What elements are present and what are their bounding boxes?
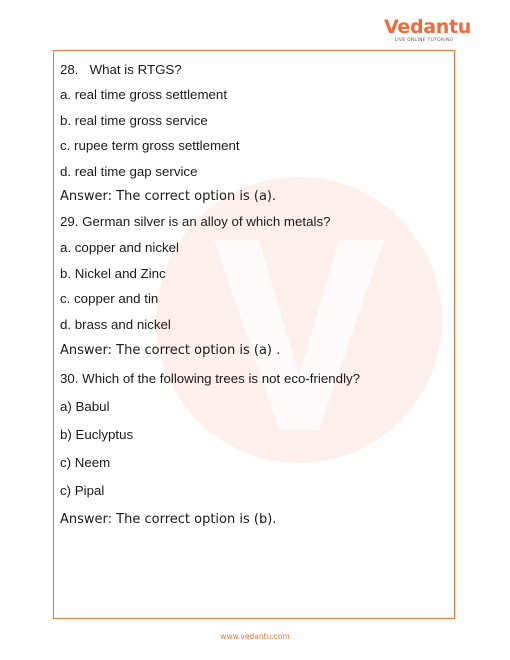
q28-answer: Answer: The correct option is (a). (60, 189, 277, 204)
q29-option-d: d. brass and nickel (60, 317, 171, 332)
q28-option-a: a. real time gross settlement (60, 87, 228, 102)
logo-tagline: LIVE ONLINE TUTORING (394, 38, 454, 43)
q29-option-c: c. copper and tin (60, 291, 159, 306)
question-28: 28. What is RTGS? (60, 62, 182, 77)
q28-option-d: d. real time gap service (60, 164, 198, 179)
logo-wordmark: Vedantu (384, 16, 472, 38)
q30-option-c: c) Neem (60, 455, 111, 470)
q29-option-b: b. Nickel and Zinc (60, 266, 166, 281)
vedantu-logo (384, 16, 472, 48)
q29-answer: Answer: The correct option is (a) . (60, 343, 281, 358)
q30-answer: Answer: The correct option is (b). (60, 512, 277, 527)
q30-option-b: b) Euclyptus (60, 427, 134, 442)
question-29: 29. German silver is an alloy of which metals? (60, 214, 331, 229)
q28-option-c: c. rupee term gross settlement (60, 138, 240, 153)
footer-url[interactable]: www.vedantu.com (220, 632, 290, 641)
question-30: 30. Which of the following trees is not eco-friendly? (60, 371, 361, 386)
q30-option-a: a) Babul (60, 399, 110, 414)
q30-option-d: c) Pipal (60, 483, 105, 498)
q29-option-a: a. copper and nickel (60, 240, 180, 255)
q28-option-b: b. real time gross service (60, 113, 208, 128)
